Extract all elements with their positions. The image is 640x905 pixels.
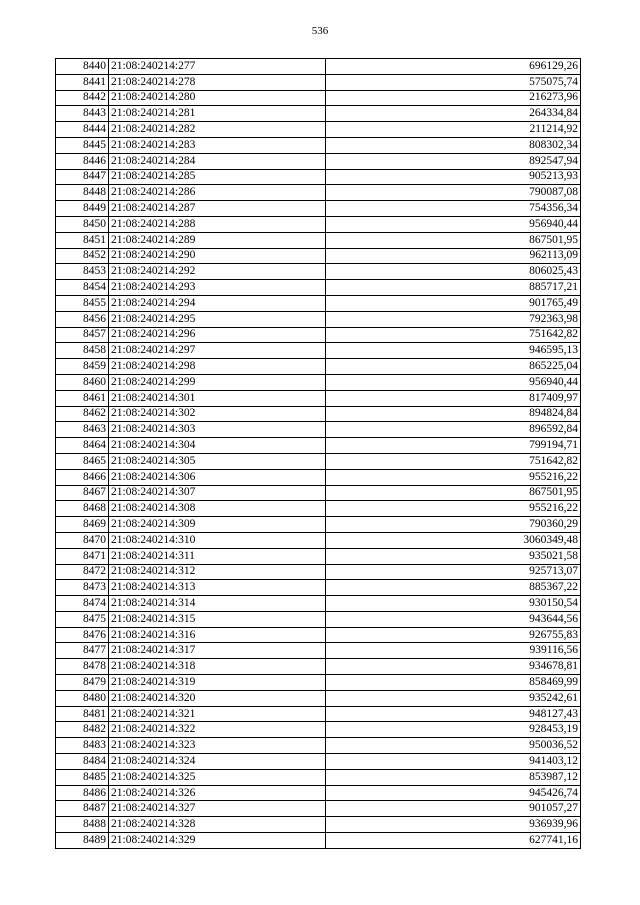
row-number-cell: 8476 (56, 627, 109, 643)
table-row (56, 343, 581, 359)
row-number-cell: 8459 (56, 359, 109, 375)
cadastral-number-cell: 21:08:240214:314 (109, 596, 326, 612)
cadastral-value-cell: 926755,83 (326, 627, 581, 643)
row-number-cell: 8467 (56, 485, 109, 501)
row-number-cell: 8481 (56, 706, 109, 722)
cadastral-value-cell: 211214,92 (326, 122, 581, 138)
table-row (56, 390, 581, 406)
table-row (56, 311, 581, 327)
cadastral-number-cell: 21:08:240214:310 (109, 532, 326, 548)
cadastral-number-cell: 21:08:240214:323 (109, 738, 326, 754)
table-row (56, 722, 581, 738)
cadastral-value-cell: 935021,58 (326, 548, 581, 564)
row-number-cell: 8465 (56, 453, 109, 469)
table-row (56, 611, 581, 627)
cadastral-value-cell: 950036,52 (326, 738, 581, 754)
cadastral-value-cell: 939116,56 (326, 643, 581, 659)
table-row (56, 169, 581, 185)
row-number-cell: 8455 (56, 295, 109, 311)
row-number-cell: 8477 (56, 643, 109, 659)
row-number-cell: 8446 (56, 153, 109, 169)
row-number-cell: 8466 (56, 469, 109, 485)
cadastral-value-cell: 885367,22 (326, 580, 581, 596)
row-number-cell: 8453 (56, 264, 109, 280)
cadastral-value-cell: 934678,81 (326, 659, 581, 675)
table-row (56, 406, 581, 422)
cadastral-number-cell: 21:08:240214:313 (109, 580, 326, 596)
cadastral-number-cell: 21:08:240214:305 (109, 453, 326, 469)
cadastral-value-cell: 962113,09 (326, 248, 581, 264)
cadastral-value-cell: 754356,34 (326, 201, 581, 217)
cadastral-number-cell: 21:08:240214:281 (109, 106, 326, 122)
table-row (56, 833, 581, 849)
cadastral-value-cell: 216273,96 (326, 90, 581, 106)
table-row (56, 232, 581, 248)
cadastral-number-cell: 21:08:240214:312 (109, 564, 326, 580)
table-row (56, 122, 581, 138)
table-row (56, 59, 581, 75)
table-row (56, 137, 581, 153)
cadastral-value-cell: 901057,27 (326, 801, 581, 817)
cadastral-number-cell: 21:08:240214:287 (109, 201, 326, 217)
cadastral-value-cell: 696129,26 (326, 59, 581, 75)
row-number-cell: 8489 (56, 833, 109, 849)
row-number-cell: 8448 (56, 185, 109, 201)
cadastral-number-cell: 21:08:240214:315 (109, 611, 326, 627)
cadastral-number-cell: 21:08:240214:289 (109, 232, 326, 248)
row-number-cell: 8443 (56, 106, 109, 122)
cadastral-value-cell: 627741,16 (326, 833, 581, 849)
table-row (56, 453, 581, 469)
cadastral-number-cell: 21:08:240214:301 (109, 390, 326, 406)
row-number-cell: 8488 (56, 817, 109, 833)
table-row (56, 374, 581, 390)
cadastral-value-cell: 943644,56 (326, 611, 581, 627)
cadastral-value-cell: 790360,29 (326, 517, 581, 533)
cadastral-value-cell: 928453,19 (326, 722, 581, 738)
cadastral-number-cell: 21:08:240214:277 (109, 59, 326, 75)
cadastral-value-cell: 575075,74 (326, 74, 581, 90)
table-row (56, 785, 581, 801)
cadastral-value-cell: 936939,96 (326, 817, 581, 833)
cadastral-value-cell: 853987,12 (326, 769, 581, 785)
table-row (56, 564, 581, 580)
cadastral-value-cell: 799194,71 (326, 438, 581, 454)
cadastral-number-cell: 21:08:240214:324 (109, 754, 326, 770)
table-row (56, 216, 581, 232)
row-number-cell: 8483 (56, 738, 109, 754)
row-number-cell: 8449 (56, 201, 109, 217)
cadastral-value-cell: 901765,49 (326, 295, 581, 311)
row-number-cell: 8478 (56, 659, 109, 675)
table-row (56, 754, 581, 770)
table-row (56, 280, 581, 296)
page-number: 536 (311, 25, 329, 37)
row-number-cell: 8457 (56, 327, 109, 343)
cadastral-value-cell: 808302,34 (326, 137, 581, 153)
row-number-cell: 8458 (56, 343, 109, 359)
cadastral-value-cell: 867501,95 (326, 232, 581, 248)
row-number-cell: 8472 (56, 564, 109, 580)
cadastral-value-cell: 790087,08 (326, 185, 581, 201)
table-row (56, 517, 581, 533)
table-row (56, 106, 581, 122)
table-row (56, 264, 581, 280)
cadastral-number-cell: 21:08:240214:327 (109, 801, 326, 817)
row-number-cell: 8479 (56, 675, 109, 691)
row-number-cell: 8480 (56, 690, 109, 706)
cadastral-number-cell: 21:08:240214:280 (109, 90, 326, 106)
cadastral-value-cell: 792363,98 (326, 311, 581, 327)
row-number-cell: 8463 (56, 422, 109, 438)
table-row (56, 501, 581, 517)
cadastral-value-cell: 935242,61 (326, 690, 581, 706)
row-number-cell: 8444 (56, 122, 109, 138)
row-number-cell: 8445 (56, 137, 109, 153)
cadastral-value-cell: 858469,99 (326, 675, 581, 691)
cadastral-value-cell: 264334,84 (326, 106, 581, 122)
cadastral-value-cell: 751642,82 (326, 453, 581, 469)
cadastral-number-cell: 21:08:240214:288 (109, 216, 326, 232)
row-number-cell: 8482 (56, 722, 109, 738)
table-row (56, 659, 581, 675)
cadastral-number-cell: 21:08:240214:307 (109, 485, 326, 501)
cadastral-value-cell: 894824,84 (326, 406, 581, 422)
cadastral-number-cell: 21:08:240214:317 (109, 643, 326, 659)
table-row (56, 817, 581, 833)
cadastral-value-cell: 905213,93 (326, 169, 581, 185)
cadastral-value-cell: 3060349,48 (326, 532, 581, 548)
cadastral-value-cell: 806025,43 (326, 264, 581, 280)
row-number-cell: 8450 (56, 216, 109, 232)
table-row (56, 690, 581, 706)
table-row (56, 248, 581, 264)
row-number-cell: 8469 (56, 517, 109, 533)
cadastral-number-cell: 21:08:240214:297 (109, 343, 326, 359)
row-number-cell: 8452 (56, 248, 109, 264)
table-row (56, 438, 581, 454)
table-row (56, 801, 581, 817)
table-row (56, 675, 581, 691)
cadastral-value-cell: 892547,94 (326, 153, 581, 169)
cadastral-number-cell: 21:08:240214:285 (109, 169, 326, 185)
table-row (56, 580, 581, 596)
cadastral-number-cell: 21:08:240214:322 (109, 722, 326, 738)
table-row (56, 769, 581, 785)
cadastral-value-cell: 817409,97 (326, 390, 581, 406)
cadastral-value-cell: 930150,54 (326, 596, 581, 612)
cadastral-number-cell: 21:08:240214:306 (109, 469, 326, 485)
table-row (56, 596, 581, 612)
cadastral-value-cell: 925713,07 (326, 564, 581, 580)
row-number-cell: 8442 (56, 90, 109, 106)
cadastral-value-cell: 945426,74 (326, 785, 581, 801)
row-number-cell: 8485 (56, 769, 109, 785)
table-row (56, 153, 581, 169)
cadastral-number-cell: 21:08:240214:293 (109, 280, 326, 296)
row-number-cell: 8470 (56, 532, 109, 548)
cadastral-number-cell: 21:08:240214:325 (109, 769, 326, 785)
cadastral-number-cell: 21:08:240214:295 (109, 311, 326, 327)
cadastral-number-cell: 21:08:240214:284 (109, 153, 326, 169)
cadastral-number-cell: 21:08:240214:290 (109, 248, 326, 264)
cadastral-number-cell: 21:08:240214:311 (109, 548, 326, 564)
cadastral-number-cell: 21:08:240214:282 (109, 122, 326, 138)
row-number-cell: 8460 (56, 374, 109, 390)
row-number-cell: 8487 (56, 801, 109, 817)
cadastral-number-cell: 21:08:240214:286 (109, 185, 326, 201)
row-number-cell: 8440 (56, 59, 109, 75)
cadastral-value-cell: 867501,95 (326, 485, 581, 501)
table-row (56, 485, 581, 501)
cadastral-number-cell: 21:08:240214:294 (109, 295, 326, 311)
cadastral-number-cell: 21:08:240214:309 (109, 517, 326, 533)
cadastral-value-cell: 956940,44 (326, 216, 581, 232)
row-number-cell: 8484 (56, 754, 109, 770)
cadastral-value-cell: 955216,22 (326, 469, 581, 485)
table-row (56, 359, 581, 375)
row-number-cell: 8447 (56, 169, 109, 185)
cadastral-value-cell: 885717,21 (326, 280, 581, 296)
row-number-cell: 8456 (56, 311, 109, 327)
cadastral-number-cell: 21:08:240214:320 (109, 690, 326, 706)
cadastral-number-cell: 21:08:240214:318 (109, 659, 326, 675)
table-row (56, 469, 581, 485)
cadastral-value-cell: 751642,82 (326, 327, 581, 343)
row-number-cell: 8454 (56, 280, 109, 296)
row-number-cell: 8441 (56, 74, 109, 90)
cadastral-value-cell: 896592,84 (326, 422, 581, 438)
cadastral-value-cell: 865225,04 (326, 359, 581, 375)
cadastral-number-cell: 21:08:240214:328 (109, 817, 326, 833)
row-number-cell: 8471 (56, 548, 109, 564)
table-row (56, 185, 581, 201)
cadastral-number-cell: 21:08:240214:326 (109, 785, 326, 801)
cadastral-number-cell: 21:08:240214:304 (109, 438, 326, 454)
cadastral-number-cell: 21:08:240214:299 (109, 374, 326, 390)
cadastral-number-cell: 21:08:240214:292 (109, 264, 326, 280)
row-number-cell: 8464 (56, 438, 109, 454)
table-row (56, 295, 581, 311)
cadastral-number-cell: 21:08:240214:319 (109, 675, 326, 691)
table-row (56, 327, 581, 343)
table-row (56, 74, 581, 90)
row-number-cell: 8475 (56, 611, 109, 627)
row-number-cell: 8451 (56, 232, 109, 248)
table-row (56, 422, 581, 438)
cadastral-number-cell: 21:08:240214:329 (109, 833, 326, 849)
row-number-cell: 8474 (56, 596, 109, 612)
cadastral-number-cell: 21:08:240214:278 (109, 74, 326, 90)
cadastral-number-cell: 21:08:240214:302 (109, 406, 326, 422)
cadastral-value-cell: 948127,43 (326, 706, 581, 722)
cadastral-number-cell: 21:08:240214:296 (109, 327, 326, 343)
cadastral-number-cell: 21:08:240214:303 (109, 422, 326, 438)
cadastral-value-cell: 941403,12 (326, 754, 581, 770)
table-row (56, 706, 581, 722)
table-row (56, 90, 581, 106)
table-row (56, 548, 581, 564)
row-number-cell: 8473 (56, 580, 109, 596)
cadastral-number-cell: 21:08:240214:321 (109, 706, 326, 722)
row-number-cell: 8486 (56, 785, 109, 801)
cadastral-number-cell: 21:08:240214:283 (109, 137, 326, 153)
cadastral-value-cell: 956940,44 (326, 374, 581, 390)
table-row (56, 738, 581, 754)
registry-table (55, 58, 581, 849)
table-row (56, 532, 581, 548)
cadastral-number-cell: 21:08:240214:308 (109, 501, 326, 517)
row-number-cell: 8468 (56, 501, 109, 517)
row-number-cell: 8461 (56, 390, 109, 406)
cadastral-value-cell: 946595,13 (326, 343, 581, 359)
row-number-cell: 8462 (56, 406, 109, 422)
table-row (56, 643, 581, 659)
cadastral-number-cell: 21:08:240214:298 (109, 359, 326, 375)
cadastral-number-cell: 21:08:240214:316 (109, 627, 326, 643)
table-row (56, 201, 581, 217)
registry-table-body (56, 59, 581, 849)
table-row (56, 627, 581, 643)
cadastral-value-cell: 955216,22 (326, 501, 581, 517)
